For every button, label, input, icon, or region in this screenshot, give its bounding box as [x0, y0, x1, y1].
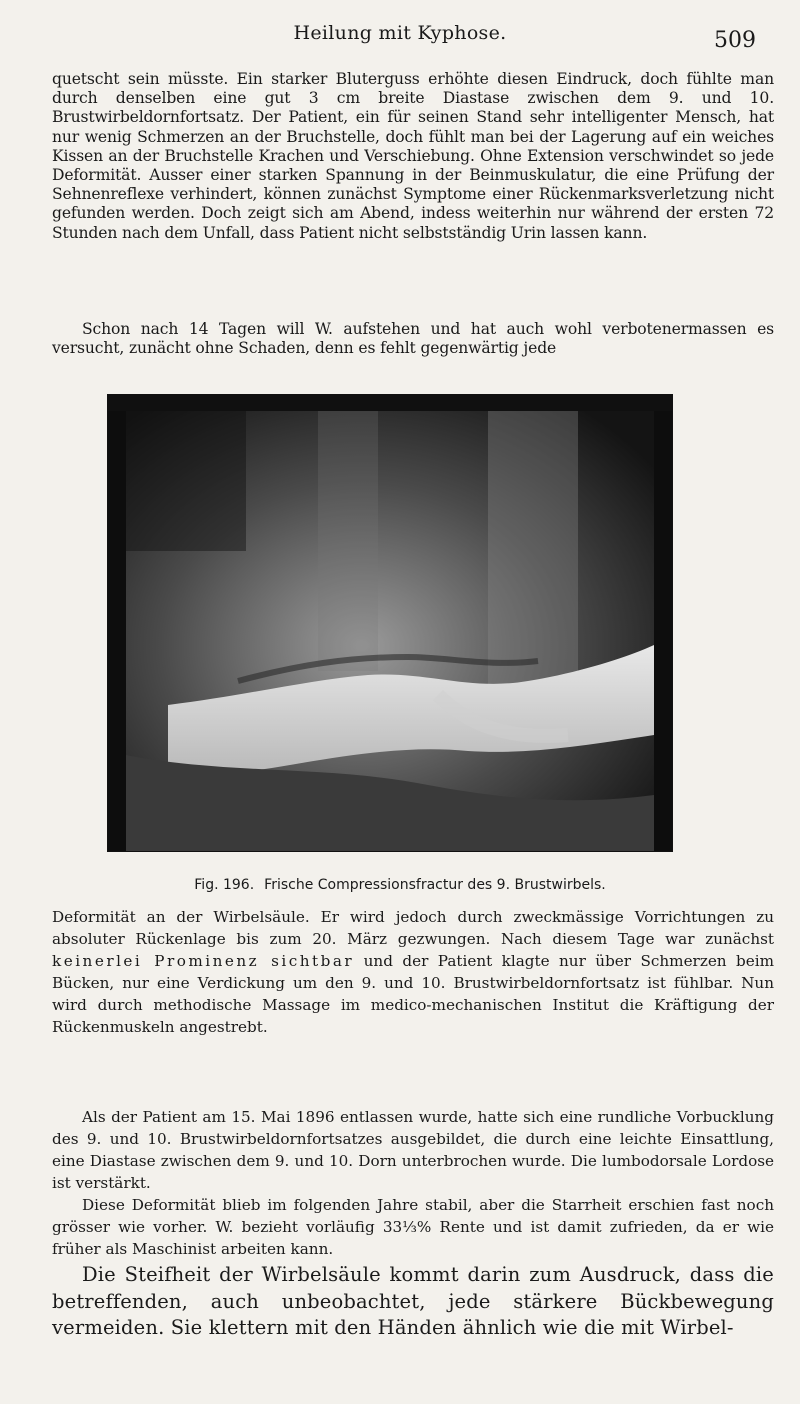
- xray-image: [108, 395, 672, 851]
- paragraph-steifheit: Die Steifheit der Wirbelsäule kommt darin zum Ausdruck, dass die betreffenden, auch unbeobachtet, jede stärkere Bückbewegung vermeiden. Sie klettern mit den Händen ähnlich wie die mit Wirbel-: [52, 1263, 774, 1339]
- running-title: Heilung mit Kyphose.: [293, 22, 507, 44]
- paragraph-entlassung: Als der Patient am 15. Mai 1896 entlassen wurde, hatte sich eine rundliche Vorbucklung des 9. und 10. Brustwirbeldornfortsatzes ausgebildet, die durch eine leichte Einsattlung, eine Diastase zwischen dem 9. und 10. Dorn unterbrochen wurde. Die lumbodorsale Lordose ist verstärkt.: [52, 1108, 774, 1193]
- paragraph-aufstehen: Schon nach 14 Tagen will W. aufstehen und hat auch wohl verbotenermassen es versucht, zunächt ohne Schaden, denn es fehlt gegenwärtig jede: [52, 320, 774, 358]
- paragraph-deformitaet-text-1: Deformität an der Wirbelsäule. Er wird jedoch durch zweckmässige Vorrichtungen zu absoluter Rückenlage bis zum 20. März gezwungen. Nach diesem Tage war zunächst: [52, 908, 774, 949]
- paragraph-deformitaet: [52, 906, 774, 1039]
- figure-caption-text: Frische Compressionsfractur des 9. Brustwirbels.: [264, 877, 606, 893]
- xray-figure: [107, 394, 673, 852]
- paragraph-rente: Diese Deformität blieb im folgenden Jahre stabil, aber die Starrheit erschien fast noch grösser wie vorher. W. bezieht vorläufig 33⅓% Rente und ist damit zufrieden, da er wie früher als Maschinist arbeiten kann.: [52, 1196, 774, 1259]
- paragraph-deformitaet-emphasis: keinerlei Prominenz sichtbar: [52, 952, 355, 971]
- paragraph-deformitaet-text-2: und der Patient klagte nur über Schmerzen beim Bücken, nur eine Verdickung um den 9. und 10. Brustwirbeldornfortsatz ist fühlbar. Nun wird durch methodische Massage im medico-mechanischen Institut die Kräftigung der Rückenmuskeln angestrebt.: [52, 952, 775, 1037]
- figure-caption: [0, 877, 800, 893]
- page-header: [0, 22, 800, 62]
- page-number: 509: [714, 28, 756, 53]
- paragraph-case-report: quetscht sein müsste. Ein starker Bluterguss erhöhte diesen Eindruck, doch fühlte man durch denselben eine gut 3 cm breite Diastase zwischen dem 9. und 10. Brustwirbeldornfortsatz. Der Patient, ein für seinen Stand sehr intelligenter Mensch, hat nur wenig Schmerzen an der Bruchstelle, doch fühlt man bei der Lagerung auf ein weiches Kissen an der Bruchstelle Krachen und Verschiebung. Ohne Extension verschwindet so jede Deformität. Ausser einer starken Spannung in der Beinmuskulatur, die eine Prüfung der Sehnenreflexe verhindert, können zunächst Symptome einer Rückenmarksverletzung nicht gefunden werden. Doch zeigt sich am Abend, indess weiterhin nur während der ersten 72 Stunden nach dem Unfall, dass Patient nicht selbstständig Urin lassen kann.: [52, 70, 774, 242]
- figure-number: Fig. 196.: [194, 877, 255, 893]
